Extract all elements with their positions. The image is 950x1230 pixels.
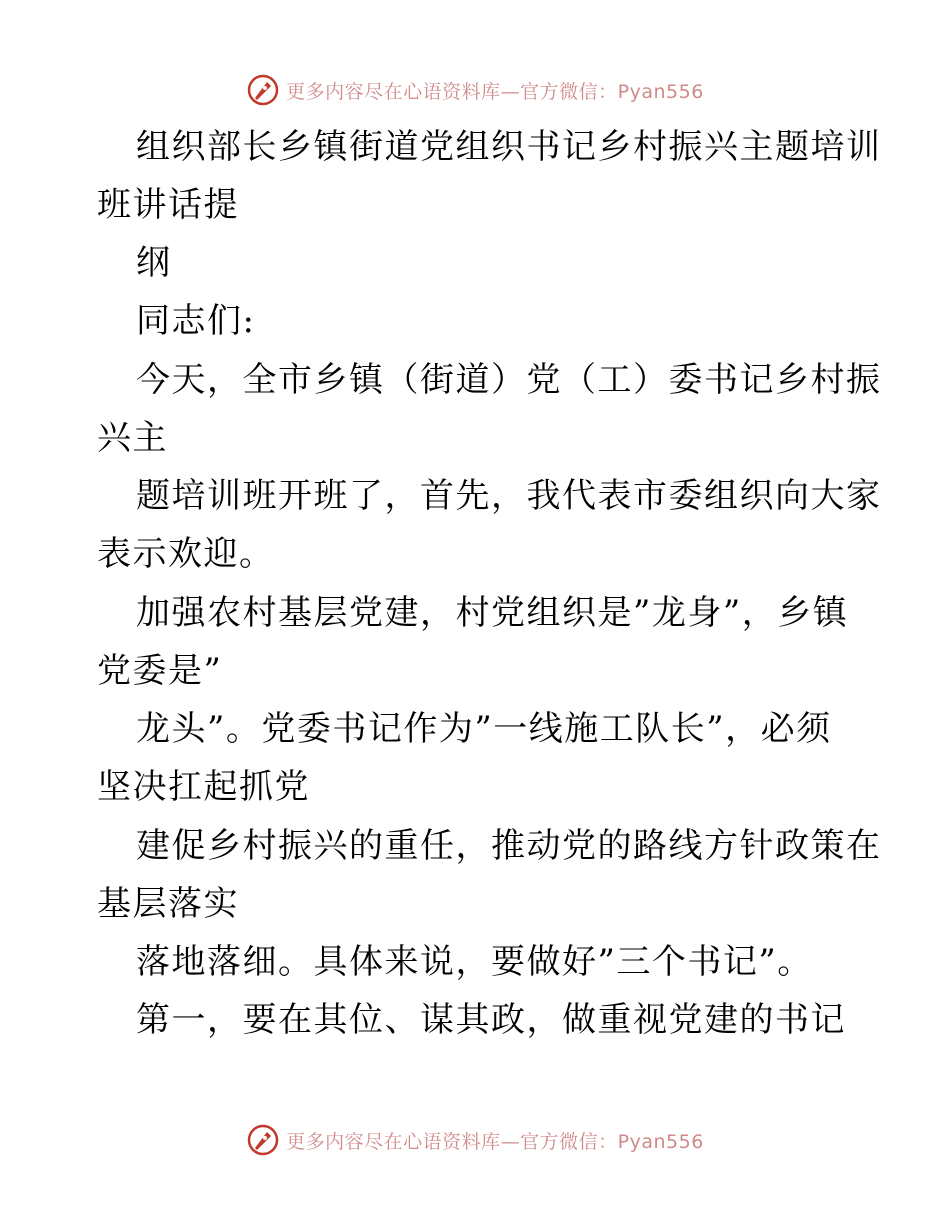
watermark-text: 更多内容尽在心语资料库—官方微信：Pyan556 xyxy=(286,1130,704,1153)
body-line: 第一，要在其位、谋其政，做重视党建的书记 xyxy=(136,1000,846,1040)
pen-nib-logo-icon xyxy=(246,1123,280,1157)
body-line: 班讲话提 xyxy=(97,185,239,225)
body-line: 落地落细。具体来说，要做好”三个书记”。 xyxy=(136,942,813,982)
body-line: 坚决扛起抓党 xyxy=(97,767,310,807)
body-line: 建促乡村振兴的重任，推动党的路线方针政策在 xyxy=(136,826,882,866)
body-line: 龙头”。党委书记作为”一线施工队长”，必须 xyxy=(136,709,832,749)
header-watermark xyxy=(0,70,950,110)
watermark-text: 更多内容尽在心语资料库—官方微信：Pyan556 xyxy=(286,80,704,103)
body-line: 同志们: xyxy=(136,301,256,341)
body-line: 组织部长乡镇街道党组织书记乡村振兴主题培训 xyxy=(136,127,882,167)
body-line: 加强农村基层党建，村党组织是”龙身”，乡镇 xyxy=(136,593,849,633)
body-line: 兴主 xyxy=(97,418,168,458)
body-line: 今天，全市乡镇（街道）党（工）委书记乡村振 xyxy=(136,360,882,400)
footer-watermark xyxy=(0,1120,950,1160)
body-line: 表示欢迎。 xyxy=(97,534,275,574)
pen-nib-logo-icon xyxy=(246,73,280,107)
body-line: 纲 xyxy=(136,243,172,283)
body-line: 党委是” xyxy=(97,651,223,691)
body-line: 题培训班开班了，首先，我代表市委组织向大家 xyxy=(136,476,882,516)
body-line: 基层落实 xyxy=(97,884,239,924)
